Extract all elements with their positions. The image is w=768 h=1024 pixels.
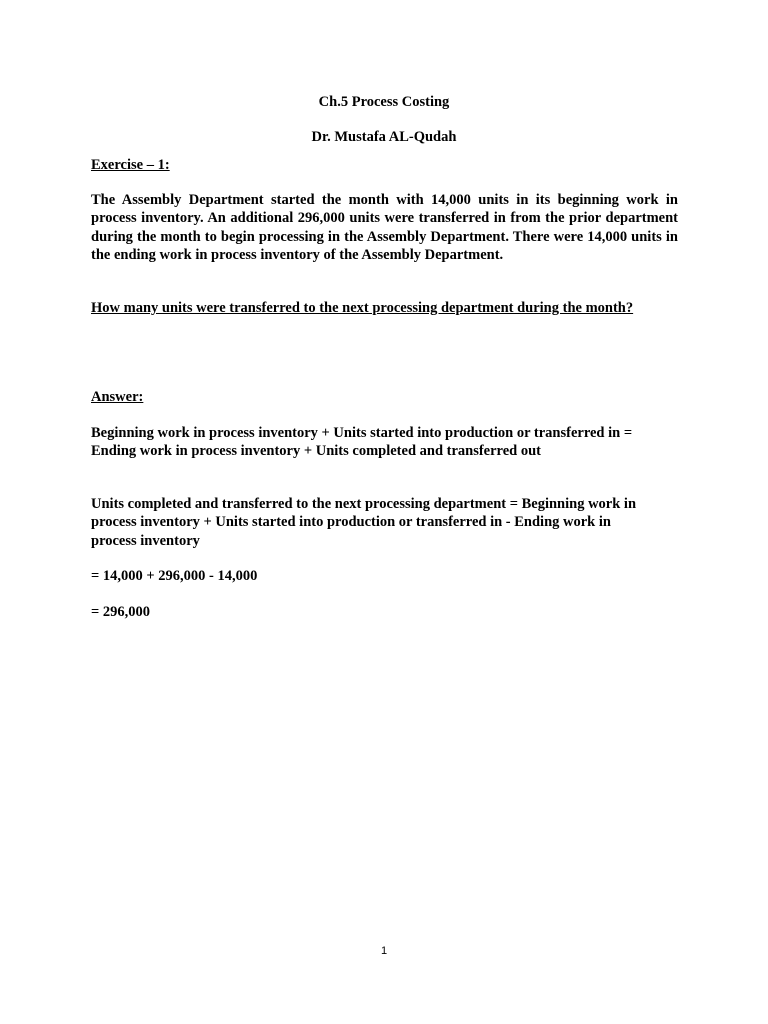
exercise-question: How many units were transferred to the next processing department during the month?	[91, 300, 634, 316]
document-author: Dr. Mustafa AL-Qudah	[311, 129, 457, 145]
answer-heading: Answer:	[91, 389, 144, 405]
answer-formula-line: process inventory	[91, 532, 200, 549]
document-title: Ch.5 Process Costing	[318, 94, 450, 110]
answer-formula	[91, 495, 678, 550]
exercise-heading: Exercise – 1:	[91, 157, 170, 173]
answer-equation	[91, 424, 678, 461]
answer-result: = 296,000	[91, 604, 151, 620]
answer-formula-line: Units completed and transferred to the next processing department = Beginning work in	[91, 496, 637, 512]
answer-calculation: = 14,000 + 296,000 - 14,000	[91, 568, 258, 584]
answer-formula-line: process inventory + Units started into production or transferred in - Ending work in	[91, 514, 611, 531]
answer-equation-line: Ending work in process inventory + Units completed and transferred out	[91, 443, 541, 460]
exercise-problem-text: The Assembly Department started the month with 14,000 units in its beginning work in process inventory. An additional 296,000 units were transferred in from the prior department during the month to begin processing in the Assembly Department. There were 14,000 units in the ending work in process inventory of the Assembly Department.	[91, 192, 678, 263]
answer-equation-line: Beginning work in process inventory + Units started into production or transferred in =	[91, 425, 633, 441]
page-number: 1	[380, 945, 388, 957]
